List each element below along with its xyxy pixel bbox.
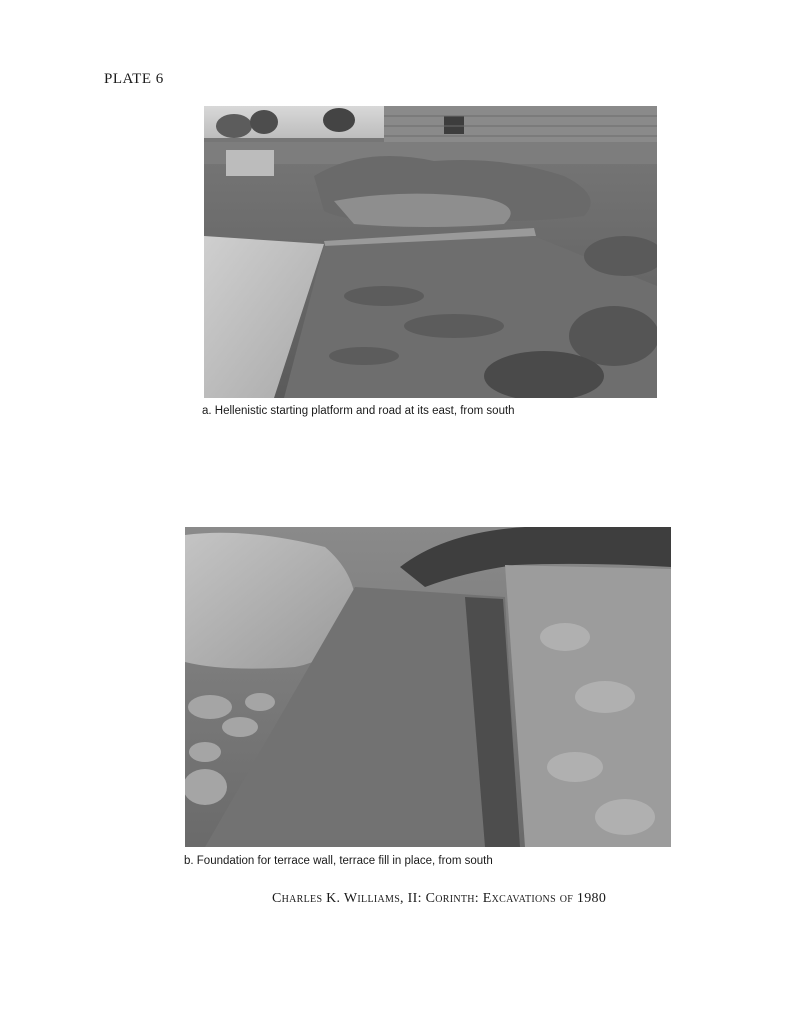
publication-credit: Charles K. Williams, II: Corinth: Excavations of 1980 <box>272 891 607 906</box>
photo-a-hellenistic-platform <box>204 106 657 398</box>
photo-a-caption: a. Hellenistic starting platform and road at its east, from south <box>202 405 515 417</box>
plate-number: PLATE 6 <box>104 71 164 87</box>
photo-b-caption: b. Foundation for terrace wall, terrace fill in place, from south <box>184 855 493 867</box>
photo-b-terrace-foundation <box>185 527 671 847</box>
